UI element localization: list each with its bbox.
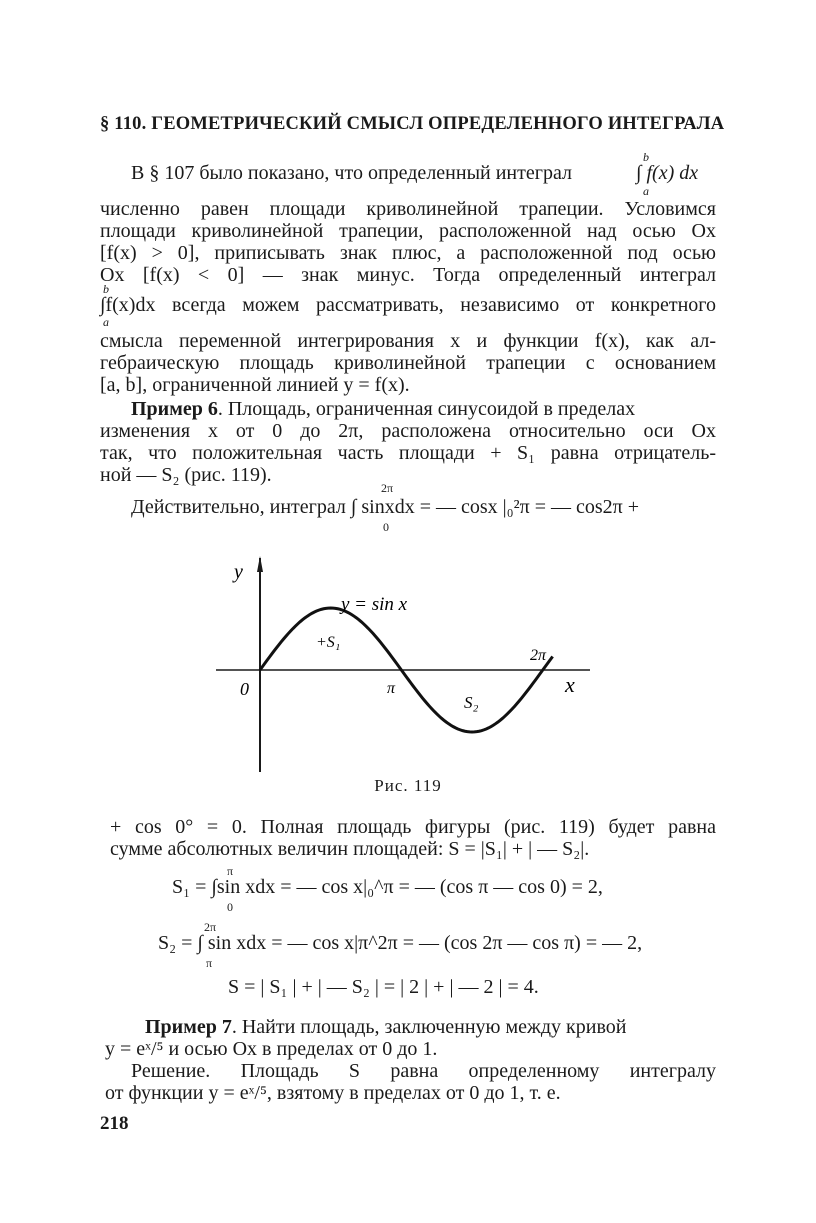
curve-point [330,607,332,609]
curve-point [542,669,544,671]
para1-line2: численно равен площади криволинейной трапеции. Условимся [100,198,716,220]
plot-axes [216,556,590,772]
example6-upper-limit: 2π [381,481,394,495]
equation-s1: S₁ = ∫sin xdx = — cos x|₀^π = — (cos π — cos 0) = 2, [172,876,603,898]
curve-point [259,669,261,671]
equation-total: S = | S₁ | + | — S₂ | = | 2 | + | — 2 | = 4. [228,976,539,998]
curve-point [471,731,473,733]
example6-line1 [131,398,635,421]
para1-line6: ∫f(x)dx всегда можем рассматривать, независимо от конкретного [100,294,716,316]
example7-line3: Решение. Площадь S равна определенному интегралу [131,1060,716,1082]
s2-area-label: S₂ [464,693,479,712]
example6-line2: изменения x от 0 до 2π, расположена относительно оси Ox [100,420,716,442]
example7-label: Пример 7 [145,1016,232,1038]
section-heading: § 110. ГЕОМЕТРИЧЕСКИЙ СМЫСЛ ОПРЕДЕЛЕННОГО ИНТЕГРАЛА [100,114,725,134]
example7-line2: y = eˣ/⁵ и осью Ox в пределах от 0 до 1. [105,1038,438,1060]
after-fig-line1: + cos 0° = 0. Полная площадь фигуры (рис. 119) будет равна [110,816,716,838]
para1-line3: площади криволинейной трапеции, расположенной над осью Ox [100,220,716,242]
two-pi-tick-label: 2π [530,647,547,664]
integral-lower-limit: a [643,184,649,198]
para1-formula: ∫ f(x) dx [636,162,699,184]
curve-point [401,669,403,671]
example7-line4: от функции y = eˣ/⁵, взятому в пределах от 0 до 1, т. е. [105,1082,561,1104]
s1-area-label: +S₁ [316,634,341,651]
eq1-upper-limit: π [227,864,234,878]
curve-label: y = sin x [341,594,408,615]
x-axis-label: x [565,672,575,697]
example6-lower-limit: 0 [383,520,389,534]
y-axis-label: y [234,561,243,583]
pi-tick-label: π [387,680,396,697]
para1-line8: гебраическую площадь криволинейной трапеции с основанием [100,352,716,374]
figure-caption: Рис. 119 [374,776,442,795]
example6-line1-text: . Площадь, ограниченная синусоидой в пределах [217,398,636,420]
example7-line1-text: . Найти площадь, заключенную между кривой [231,1016,627,1038]
curve-point [365,625,367,627]
example6-label: Пример 6 [131,398,218,420]
integral2-upper-limit: b [103,282,109,296]
curve-point [507,713,509,715]
curve-point [295,625,297,627]
eq1-lower-limit: 0 [227,900,233,914]
curve-point [436,713,438,715]
eq2-lower-limit: π [206,956,213,970]
origin-label: 0 [240,679,249,699]
para1-line5: Ox [f(x) < 0] — знак минус. Тогда определенный интеграл [100,264,716,286]
example7-line1 [145,1016,626,1039]
para1-line4: [f(x) > 0], приписывать знак плюс, а расположенной под осью [100,242,716,264]
eq2-upper-limit: 2π [204,920,217,934]
page-number: 218 [100,1113,129,1134]
equation-s2: S₂ = ∫ sin xdx = — cos x|π^2π = — (cos 2π — cos π) = — 2, [158,932,643,954]
integral2-lower-limit: a [103,315,109,329]
figure-119-sine-plot [200,550,600,775]
example6-line5: Действительно, интеграл ∫ sinxdx = — cosx |₀²π = — cos2π + [131,496,640,518]
example6-line4: ной — S₂ (рис. 119). [100,464,272,486]
integral-upper-limit: b [643,150,649,164]
para1-line1: В § 107 было показано, что определенный интеграл [131,162,572,184]
after-fig-line2: сумме абсолютных величин площадей: S = |S₁| + | — S₂|. [110,838,590,860]
para1-line9: [a, b], ограниченной линией y = f(x). [100,374,410,396]
example6-line3: так, что положительная часть площади + S₁ равна отрицатель- [100,442,716,464]
para1-line7: смысла переменной интегрирования x и функции f(x), как ал- [100,330,716,352]
y-axis-arrow [257,556,263,572]
